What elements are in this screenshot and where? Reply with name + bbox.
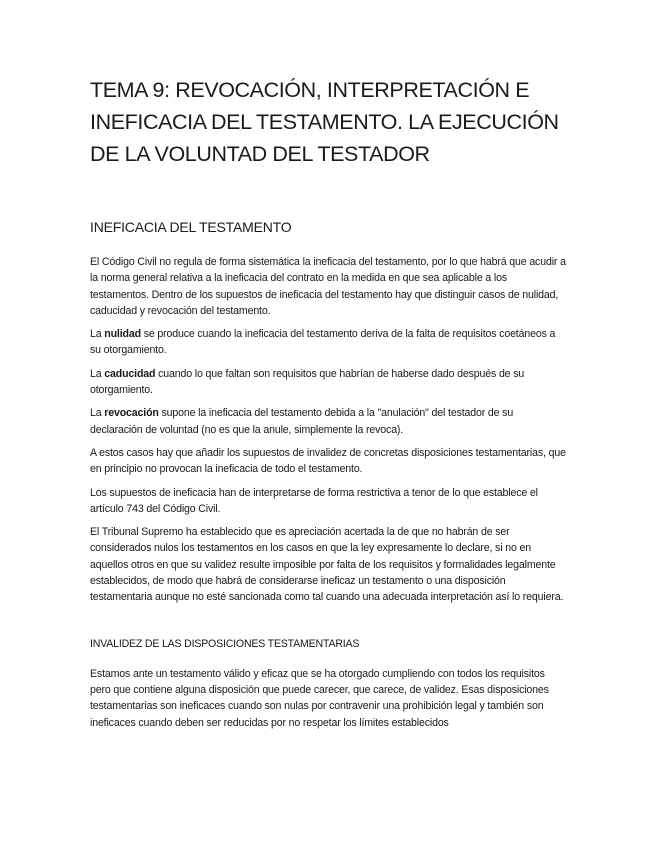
- section-heading-invalidez: INVALIDEZ DE LAS DISPOSICIONES TESTAMENTARIAS: [90, 637, 360, 650]
- text-rest: supone la ineficacia del testamento debida a la "anulación" del testador de su declaración de voluntad (no es que la anule, simplemente la revoca).: [90, 407, 514, 436]
- term-revocacion: revocación: [104, 407, 159, 420]
- paragraph-revocacion: [90, 405, 568, 438]
- paragraph-nulidad: [90, 326, 568, 359]
- document-title: TEMA 9: REVOCACIÓN, INTERPRETACIÓN E INEFICACIA DEL TESTAMENTO. LA EJECUCIÓN DE LA VOLUNTAD DEL TESTADOR: [90, 78, 559, 166]
- text-prefix: La: [90, 328, 105, 341]
- paragraph-intro: El Código Civil no regula de forma sistemática la ineficacia del testamento, por lo que habrá que acudir a la norma general relativa a la ineficacia del contrato en la medida en que sea aplicable a los testamentos. Dentro de los supuestos de ineficacia del testamento hay que distinguir casos de nulidad, caducidad y revocación del testamento.: [90, 256, 566, 317]
- text-prefix: La: [90, 367, 105, 380]
- paragraph-invalidez-concretas: A estos casos hay que añadir los supuestos de invalidez de concretas disposiciones testamentarias, que en principio no provocan la ineficacia de todo el testamento.: [90, 446, 566, 476]
- paragraph-testamento-valido: Estamos ante un testamento válido y eficaz que se ha otorgado cumpliendo con todos los requisitos pero que contiene alguna disposición que puede carecer, que carece, de validez. Esas disposiciones testamentarias son ineficaces cuando son nulas por contravenir una prohibición legal y también son ineficaces cuando deben ser reducidas por no respetar los límites establecidos: [90, 667, 549, 729]
- paragraph-tribunal-supremo: El Tribunal Supremo ha establecido que es apreciación acertada la de que no habrán de ser considerados nulos los testamentos en los casos en que la ley expresamente lo declare, si no en aquellos otros en que su validez resulte imposible por falta de los requisitos y formalidades legalmente establecidos, de modo que habrá de considerarse ineficaz un testamento o una disposición testamentaria aunque no esté sancionada como tal cuando una adecuada interpretación así lo requiera.: [90, 526, 564, 604]
- text-rest: cuando lo que faltan son requisitos que habrían de haberse dado después de su otorgamiento.: [90, 367, 525, 397]
- paragraph-interpretacion-restrictiva: Los supuestos de ineficacia han de interpretarse de forma restrictiva a tenor de lo que establece el artículo 743 del Código Civil.: [90, 486, 538, 515]
- text-rest: se produce cuando la ineficacia del testamento deriva de la falta de requisitos coetáneos a su otorgamiento.: [90, 328, 556, 357]
- term-caducidad: caducidad: [104, 367, 156, 380]
- section-heading-ineficacia: INEFICACIA DEL TESTAMENTO: [90, 219, 292, 235]
- term-nulidad: nulidad: [104, 328, 141, 341]
- paragraph-caducidad: [90, 366, 568, 399]
- document-content: [90, 74, 568, 731]
- text-prefix: La: [90, 407, 105, 420]
